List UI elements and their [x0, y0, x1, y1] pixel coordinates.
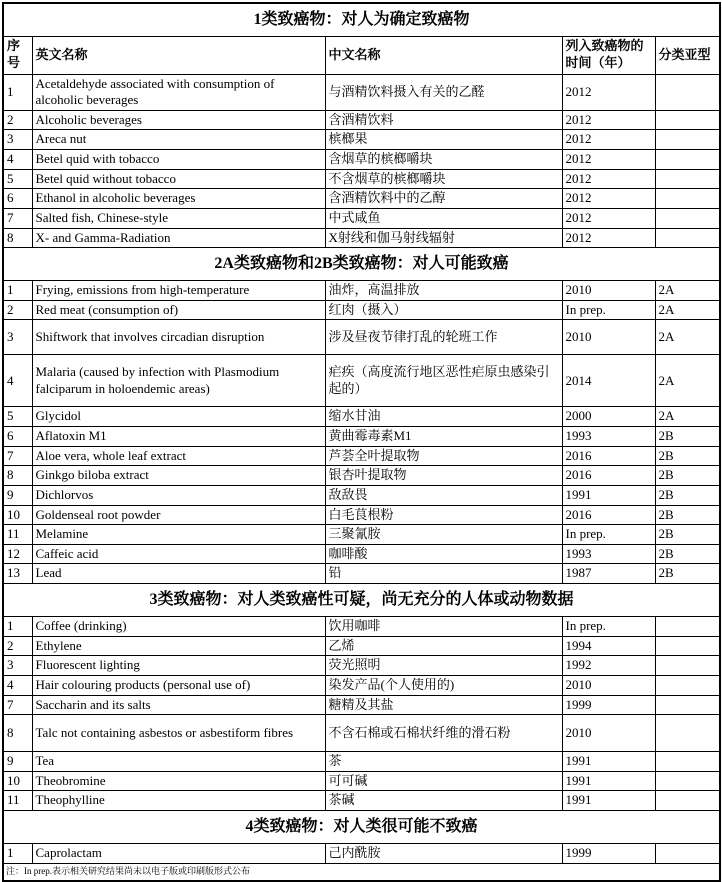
- table-row: [3, 617, 720, 637]
- cell-year: 2010: [562, 675, 655, 695]
- cell-no: 7: [3, 208, 32, 228]
- cell-year: 1994: [562, 636, 655, 656]
- cell-subtype: 2A: [655, 355, 720, 407]
- table-row: [3, 74, 720, 110]
- cell-year: 2012: [562, 110, 655, 130]
- section-title: 2A类致癌物和2B类致癌物：对人可能致癌: [3, 248, 720, 281]
- cell-no: 7: [3, 695, 32, 715]
- cell-english-name: Dichlorvos: [32, 485, 325, 505]
- table-row: [3, 208, 720, 228]
- table-body: [3, 3, 720, 881]
- cell-english-name: Caffeic acid: [32, 544, 325, 564]
- section-title-row: [3, 584, 720, 617]
- table-row: [3, 544, 720, 564]
- section-title-row: [3, 248, 720, 281]
- column-header-english-name: 英文名称: [32, 36, 325, 74]
- table-row: [3, 407, 720, 427]
- cell-english-name: Frying, emissions from high-temperature: [32, 281, 325, 301]
- cell-subtype: [655, 695, 720, 715]
- column-header-row: [3, 36, 720, 74]
- cell-subtype: [655, 636, 720, 656]
- cell-year: 2012: [562, 208, 655, 228]
- cell-year: 2010: [562, 320, 655, 355]
- cell-year: 2010: [562, 715, 655, 752]
- cell-english-name: Hair colouring products (personal use of): [32, 675, 325, 695]
- cell-no: 2: [3, 636, 32, 656]
- cell-year: 1992: [562, 656, 655, 676]
- table-row: [3, 446, 720, 466]
- cell-no: 5: [3, 407, 32, 427]
- cell-no: 1: [3, 844, 32, 864]
- cell-chinese-name: 铅: [325, 564, 562, 584]
- cell-english-name: Fluorescent lighting: [32, 656, 325, 676]
- cell-chinese-name: 涉及昼夜节律打乱的轮班工作: [325, 320, 562, 355]
- cell-no: 8: [3, 466, 32, 486]
- cell-chinese-name: 咖啡酸: [325, 544, 562, 564]
- cell-subtype: [655, 791, 720, 811]
- cell-subtype: 2B: [655, 525, 720, 545]
- cell-chinese-name: 己内酰胺: [325, 844, 562, 864]
- cell-subtype: [655, 656, 720, 676]
- cell-year: 2012: [562, 150, 655, 170]
- cell-no: 8: [3, 228, 32, 248]
- cell-year: 1991: [562, 771, 655, 791]
- section-title-row: [3, 811, 720, 844]
- cell-no: 9: [3, 752, 32, 772]
- cell-english-name: Malaria (caused by infection with Plasmodium falciparum in holoendemic areas): [32, 355, 325, 407]
- cell-chinese-name: 含烟草的槟榔嚼块: [325, 150, 562, 170]
- table-row: [3, 844, 720, 864]
- cell-no: 6: [3, 427, 32, 447]
- cell-year: 1993: [562, 544, 655, 564]
- table-row: [3, 320, 720, 355]
- cell-year: 1991: [562, 752, 655, 772]
- column-header-year-listed: 列入致癌物的时间（年）: [562, 36, 655, 74]
- table-row: [3, 636, 720, 656]
- cell-year: 2016: [562, 466, 655, 486]
- cell-chinese-name: 银杏叶提取物: [325, 466, 562, 486]
- table-row: [3, 485, 720, 505]
- table-row: [3, 427, 720, 447]
- table-row: [3, 564, 720, 584]
- cell-chinese-name: 缩水甘油: [325, 407, 562, 427]
- cell-chinese-name: 白毛茛根粉: [325, 505, 562, 525]
- cell-chinese-name: 敌敌畏: [325, 485, 562, 505]
- cell-chinese-name: 芦荟全叶提取物: [325, 446, 562, 466]
- cell-english-name: Theophylline: [32, 791, 325, 811]
- table-row: [3, 300, 720, 320]
- cell-english-name: Salted fish, Chinese-style: [32, 208, 325, 228]
- column-header-no: 序号: [3, 36, 32, 74]
- cell-english-name: Melamine: [32, 525, 325, 545]
- cell-no: 1: [3, 617, 32, 637]
- cell-chinese-name: 染发产品(个人使用的): [325, 675, 562, 695]
- cell-year: 2012: [562, 169, 655, 189]
- cell-no: 8: [3, 715, 32, 752]
- cell-english-name: Acetaldehyde associated with consumption of alcoholic beverages: [32, 74, 325, 110]
- cell-year: In prep.: [562, 300, 655, 320]
- cell-year: 1993: [562, 427, 655, 447]
- cell-subtype: 2B: [655, 564, 720, 584]
- cell-english-name: Betel quid with tobacco: [32, 150, 325, 170]
- cell-chinese-name: 中式咸鱼: [325, 208, 562, 228]
- table-row: [3, 715, 720, 752]
- table-row: [3, 466, 720, 486]
- cell-subtype: 2A: [655, 407, 720, 427]
- cell-subtype: 2B: [655, 485, 720, 505]
- table-row: [3, 150, 720, 170]
- cell-chinese-name: 茶碱: [325, 791, 562, 811]
- cell-year: 1991: [562, 791, 655, 811]
- cell-year: 1999: [562, 695, 655, 715]
- cell-subtype: [655, 169, 720, 189]
- cell-subtype: [655, 110, 720, 130]
- cell-year: 2014: [562, 355, 655, 407]
- cell-year: 1987: [562, 564, 655, 584]
- cell-english-name: Caprolactam: [32, 844, 325, 864]
- section-title-row: [3, 3, 720, 36]
- cell-chinese-name: 不含烟草的槟榔嚼块: [325, 169, 562, 189]
- table-row: [3, 791, 720, 811]
- cell-chinese-name: 饮用咖啡: [325, 617, 562, 637]
- cell-english-name: Saccharin and its salts: [32, 695, 325, 715]
- cell-subtype: 2B: [655, 544, 720, 564]
- cell-subtype: 2A: [655, 281, 720, 301]
- cell-subtype: [655, 130, 720, 150]
- cell-subtype: [655, 228, 720, 248]
- column-header-chinese-name: 中文名称: [325, 36, 562, 74]
- cell-english-name: Talc not containing asbestos or asbestiform fibres: [32, 715, 325, 752]
- cell-no: 13: [3, 564, 32, 584]
- cell-english-name: X- and Gamma-Radiation: [32, 228, 325, 248]
- table-row: [3, 771, 720, 791]
- cell-year: In prep.: [562, 525, 655, 545]
- cell-english-name: Aflatoxin M1: [32, 427, 325, 447]
- cell-no: 10: [3, 505, 32, 525]
- section-title: 3类致癌物：对人类致癌性可疑，尚无充分的人体或动物数据: [3, 584, 720, 617]
- cell-year: 2012: [562, 228, 655, 248]
- cell-subtype: 2B: [655, 466, 720, 486]
- cell-no: 3: [3, 130, 32, 150]
- cell-year: 2016: [562, 446, 655, 466]
- cell-chinese-name: X射线和伽马射线辐射: [325, 228, 562, 248]
- cell-no: 10: [3, 771, 32, 791]
- cell-year: 2012: [562, 130, 655, 150]
- cell-no: 3: [3, 656, 32, 676]
- cell-no: 2: [3, 110, 32, 130]
- cell-year: 2012: [562, 189, 655, 209]
- cell-no: 9: [3, 485, 32, 505]
- cell-no: 5: [3, 169, 32, 189]
- cell-chinese-name: 含酒精饮料: [325, 110, 562, 130]
- cell-chinese-name: 槟榔果: [325, 130, 562, 150]
- cell-subtype: 2A: [655, 320, 720, 355]
- cell-chinese-name: 油炸，高温排放: [325, 281, 562, 301]
- table-row: [3, 355, 720, 407]
- cell-chinese-name: 茶: [325, 752, 562, 772]
- cell-year: 2012: [562, 74, 655, 110]
- cell-year: 1999: [562, 844, 655, 864]
- cell-english-name: Theobromine: [32, 771, 325, 791]
- cell-subtype: [655, 752, 720, 772]
- cell-subtype: [655, 715, 720, 752]
- cell-no: 4: [3, 150, 32, 170]
- cell-chinese-name: 与酒精饮料摄入有关的乙醛: [325, 74, 562, 110]
- cell-subtype: [655, 74, 720, 110]
- cell-year: 1991: [562, 485, 655, 505]
- table-row: [3, 675, 720, 695]
- cell-no: 4: [3, 675, 32, 695]
- cell-subtype: [655, 617, 720, 637]
- cell-chinese-name: 红肉（摄入）: [325, 300, 562, 320]
- cell-chinese-name: 含酒精饮料中的乙醇: [325, 189, 562, 209]
- cell-chinese-name: 三聚氰胺: [325, 525, 562, 545]
- section-title: 4类致癌物：对人类很可能不致癌: [3, 811, 720, 844]
- cell-english-name: Shiftwork that involves circadian disruption: [32, 320, 325, 355]
- cell-chinese-name: 糖精及其盐: [325, 695, 562, 715]
- cell-chinese-name: 荧光照明: [325, 656, 562, 676]
- cell-subtype: [655, 844, 720, 864]
- cell-subtype: [655, 675, 720, 695]
- table-row: [3, 189, 720, 209]
- table-row: [3, 505, 720, 525]
- cell-chinese-name: 不含石棉或石棉状纤维的滑石粉: [325, 715, 562, 752]
- cell-english-name: Ethanol in alcoholic beverages: [32, 189, 325, 209]
- cell-year: 2000: [562, 407, 655, 427]
- table-row: [3, 110, 720, 130]
- cell-chinese-name: 疟疾（高度流行地区恶性疟原虫感染引起的）: [325, 355, 562, 407]
- cell-english-name: Coffee (drinking): [32, 617, 325, 637]
- cell-subtype: [655, 771, 720, 791]
- table-row: [3, 695, 720, 715]
- cell-no: 6: [3, 189, 32, 209]
- cell-english-name: Ginkgo biloba extract: [32, 466, 325, 486]
- cell-english-name: Lead: [32, 564, 325, 584]
- cell-year: 2010: [562, 281, 655, 301]
- cell-subtype: [655, 208, 720, 228]
- cell-english-name: Betel quid without tobacco: [32, 169, 325, 189]
- cell-chinese-name: 黄曲霉毒素M1: [325, 427, 562, 447]
- footnote: 注：In prep.表示相关研究结果尚未以电子版或印刷版形式公布: [3, 863, 720, 881]
- cell-english-name: Alcoholic beverages: [32, 110, 325, 130]
- cell-english-name: Tea: [32, 752, 325, 772]
- cell-subtype: 2B: [655, 505, 720, 525]
- cell-subtype: [655, 189, 720, 209]
- carcinogen-classification-table: [2, 2, 721, 882]
- cell-no: 12: [3, 544, 32, 564]
- cell-english-name: Glycidol: [32, 407, 325, 427]
- cell-no: 11: [3, 525, 32, 545]
- cell-english-name: Goldenseal root powder: [32, 505, 325, 525]
- cell-chinese-name: 乙烯: [325, 636, 562, 656]
- cell-no: 2: [3, 300, 32, 320]
- cell-english-name: Areca nut: [32, 130, 325, 150]
- cell-subtype: 2B: [655, 427, 720, 447]
- table-row: [3, 656, 720, 676]
- table-row: [3, 752, 720, 772]
- cell-subtype: [655, 150, 720, 170]
- table-row: [3, 525, 720, 545]
- cell-no: 7: [3, 446, 32, 466]
- table-row: [3, 228, 720, 248]
- cell-subtype: 2B: [655, 446, 720, 466]
- cell-chinese-name: 可可碱: [325, 771, 562, 791]
- cell-no: 4: [3, 355, 32, 407]
- cell-no: 3: [3, 320, 32, 355]
- footnote-row: [3, 863, 720, 881]
- cell-year: 2016: [562, 505, 655, 525]
- cell-no: 1: [3, 281, 32, 301]
- cell-no: 1: [3, 74, 32, 110]
- cell-english-name: Ethylene: [32, 636, 325, 656]
- table-row: [3, 169, 720, 189]
- column-header-subtype: 分类亚型: [655, 36, 720, 74]
- table-row: [3, 281, 720, 301]
- section-title: 1类致癌物：对人为确定致癌物: [3, 3, 720, 36]
- cell-subtype: 2A: [655, 300, 720, 320]
- cell-no: 11: [3, 791, 32, 811]
- cell-english-name: Red meat (consumption of): [32, 300, 325, 320]
- cell-year: In prep.: [562, 617, 655, 637]
- table-row: [3, 130, 720, 150]
- cell-english-name: Aloe vera, whole leaf extract: [32, 446, 325, 466]
